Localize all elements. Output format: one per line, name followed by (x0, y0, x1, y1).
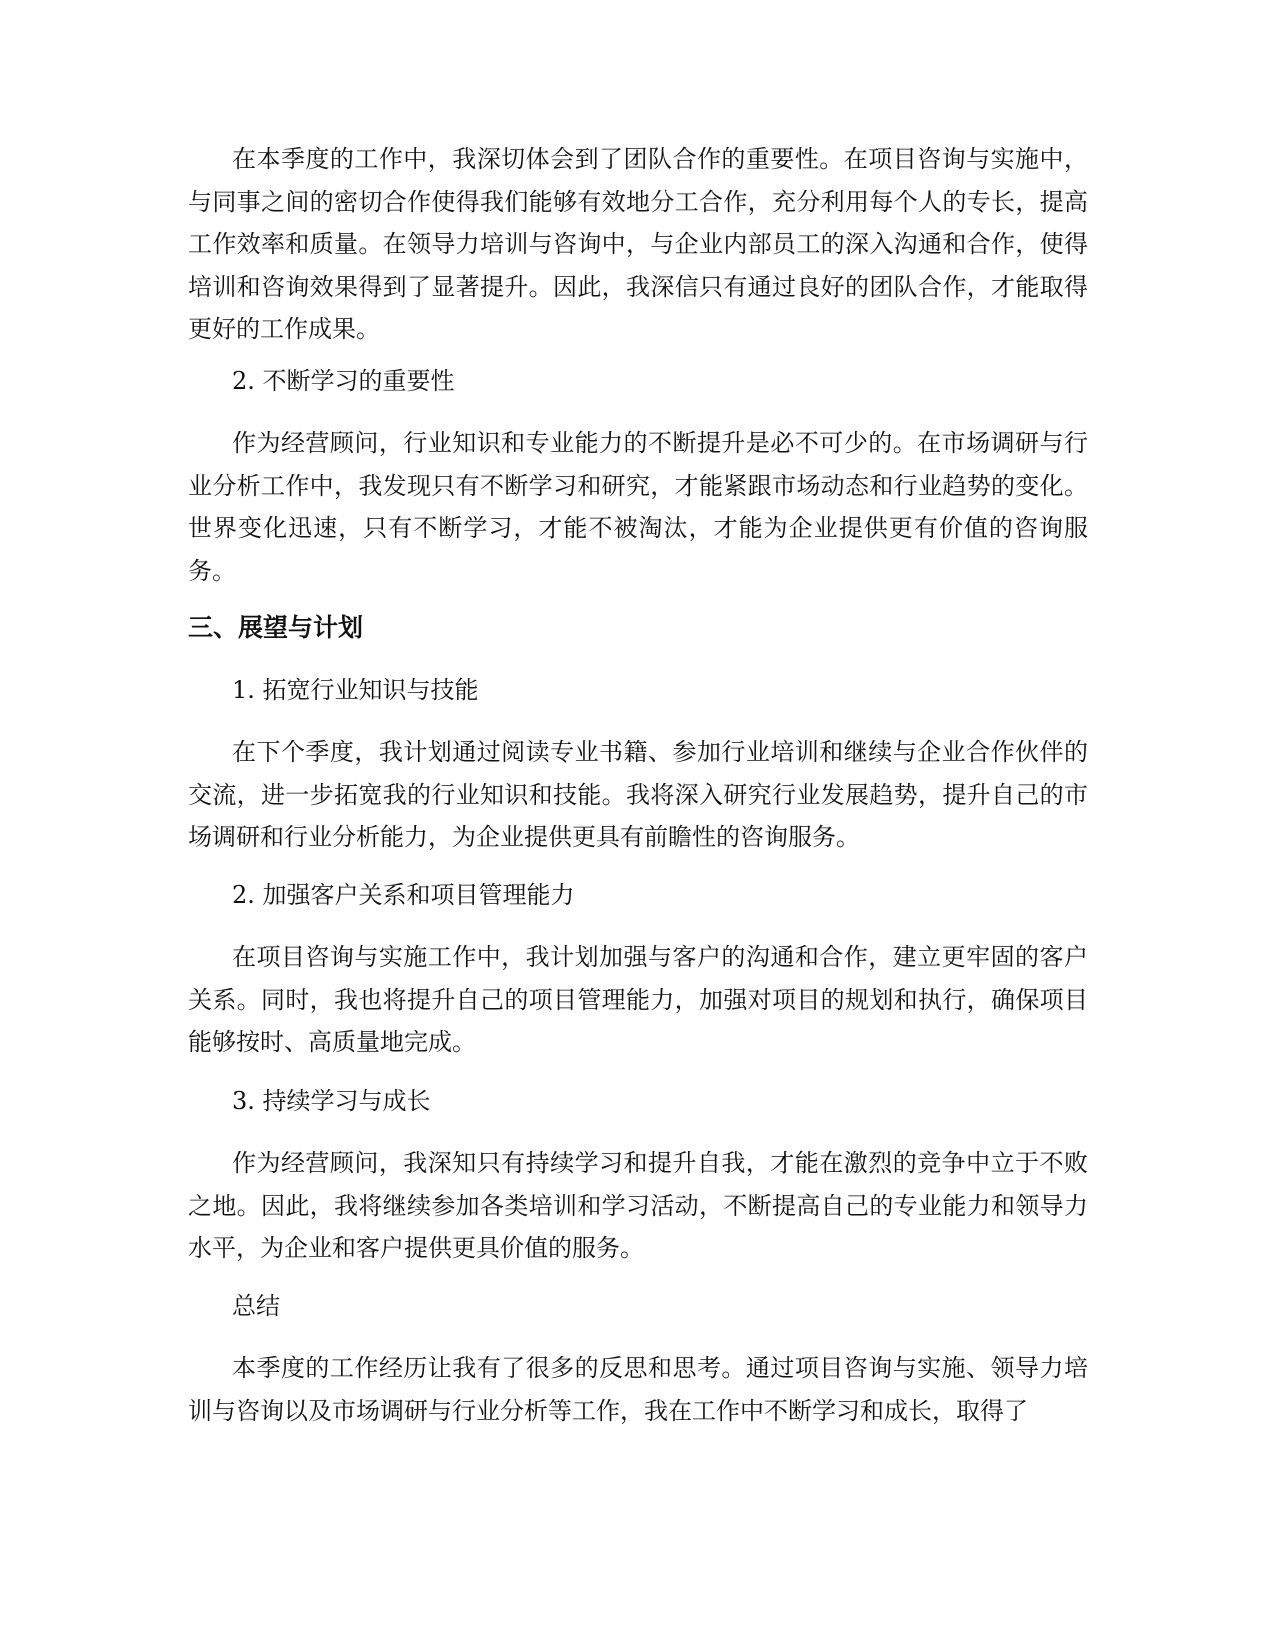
section-heading-outlook: 三、展望与计划 (188, 613, 364, 642)
subheading-client-project: 2. 加强客户关系和项目管理能力 (232, 881, 575, 909)
subheading-continuous-learning: 2. 不断学习的重要性 (232, 367, 455, 395)
paragraph-client-project: 在项目咨询与实施工作中，我计划加强与客户的沟通和合作，建立更牢固的客户关系。同时，我也将提升自己的项目管理能力，加强对项目的规划和执行，确保项目能够按时、高质量地完成。 (188, 943, 1088, 1056)
paragraph-learning: 作为经营顾问，行业知识和专业能力的不断提升是必不可少的。在市场调研与行业分析工作中，我发现只有不断学习和研究，才能紧跟市场动态和行业趋势的变化。世界变化迅速，只有不断学习，才能不被淘汰，才能为企业提供更有价值的咨询服务。 (188, 429, 1088, 585)
paragraph-broaden-knowledge: 在下个季度，我计划通过阅读专业书籍、参加行业培训和继续与企业合作伙伴的交流，进一步拓宽我的行业知识和技能。我将深入研究行业发展趋势，提升自己的市场调研和行业分析能力，为企业提供更具有前瞻性的咨询服务。 (188, 738, 1088, 851)
subheading-broaden-knowledge: 1. 拓宽行业知识与技能 (232, 676, 479, 704)
subheading-summary: 总结 (232, 1292, 280, 1320)
paragraph-summary: 本季度的工作经历让我有了很多的反思和思考。通过项目咨询与实施、领导力培训与咨询以及市场调研与行业分析等工作，我在工作中不断学习和成长，取得了 (188, 1354, 1088, 1425)
paragraph-teamwork: 在本季度的工作中，我深切体会到了团队合作的重要性。在项目咨询与实施中，与同事之间的密切合作使得我们能够有效地分工合作，充分利用每个人的专长，提高工作效率和质量。在领导力培训与咨询中，与企业内部员工的深入沟通和合作，使得培训和咨询效果得到了显著提升。因此，我深信只有通过良好的团队合作，才能取得更好的工作成果。 (188, 145, 1088, 343)
paragraph-growth: 作为经营顾问，我深知只有持续学习和提升自我，才能在激烈的竞争中立于不败之地。因此，我将继续参加各类培训和学习活动，不断提高自己的专业能力和领导力水平，为企业和客户提供更具价值的服务。 (188, 1149, 1088, 1262)
subheading-growth: 3. 持续学习与成长 (232, 1087, 431, 1115)
